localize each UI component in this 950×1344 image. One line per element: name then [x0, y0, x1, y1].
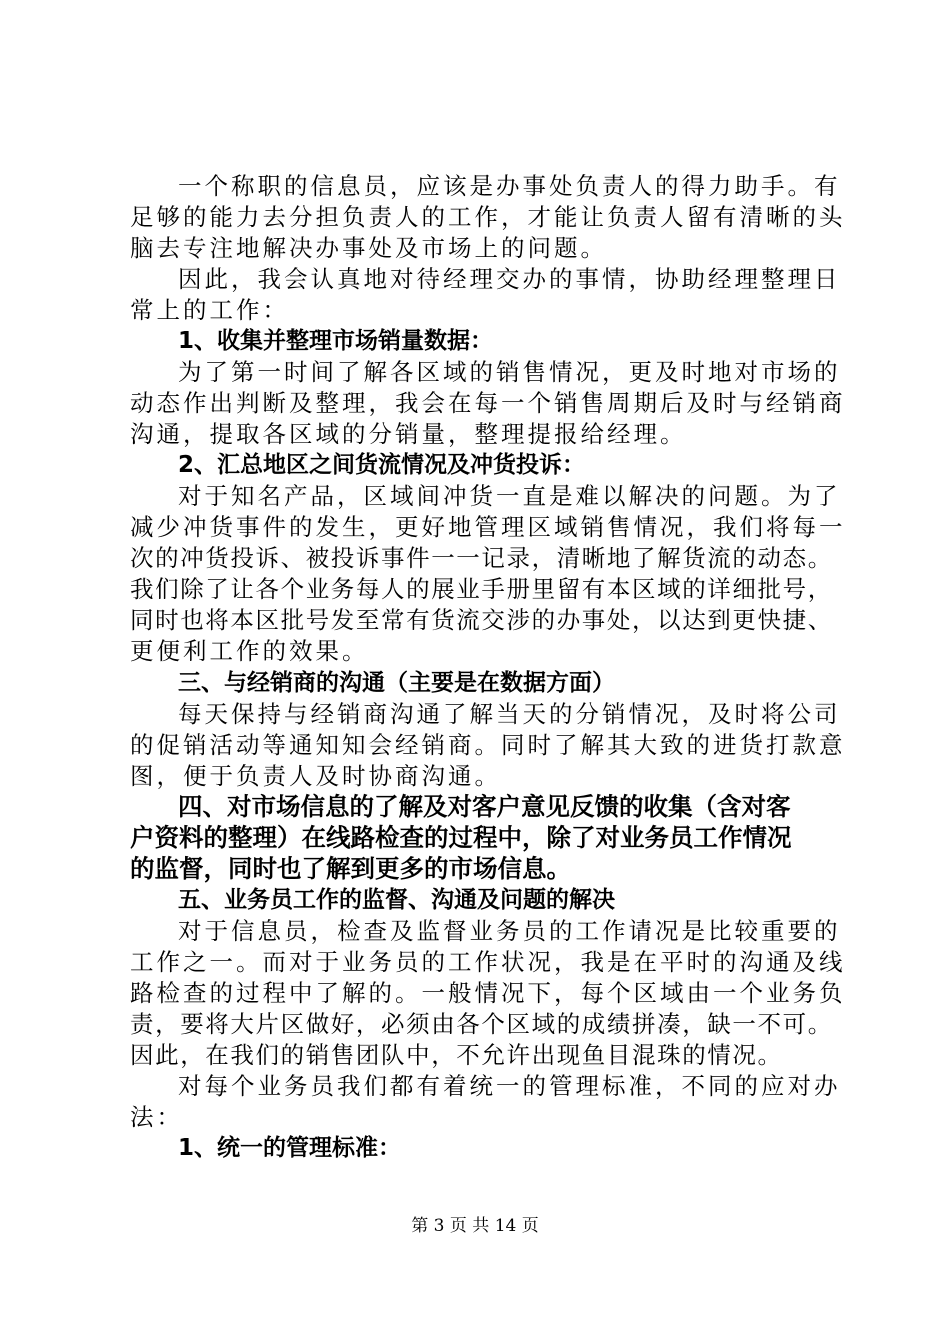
text-line: 次的冲货投诉、被投诉事件一一记录，清晰地了解货流的动态。: [130, 544, 833, 573]
text-line: 法：: [130, 1102, 183, 1131]
text-line: 沟通，提取各区域的分销量，整理提报给经理。: [130, 420, 687, 449]
text-line: 更便利工作的效果。: [130, 637, 369, 666]
section-heading: 三、与经销商的沟通（主要是在数据方面）: [178, 669, 615, 696]
text-line: 减少冲货事件的发生，更好地管理区域销售情况，我们将每一: [130, 513, 846, 542]
text-line: 每天保持与经销商沟通了解当天的分销情况，及时将公司: [178, 699, 841, 728]
text-line: 的促销活动等通知知会经销商。同时了解其大致的进货打款意: [130, 730, 846, 759]
text-line: 对每个业务员我们都有着统一的管理标准，不同的应对办: [178, 1071, 841, 1100]
text-line: 我们除了让各个业务每人的展业手册里留有本区域的详细批号，: [130, 575, 833, 604]
section-heading: 的监督，同时也了解到更多的市场信息。: [130, 853, 571, 883]
section-heading: 五、业务员工作的监督、沟通及问题的解决: [178, 886, 615, 913]
text-line: 路检查的过程中了解的。一般情况下，每个区域由一个业务负: [130, 978, 846, 1007]
text-line: 对于信息员，检查及监督业务员的工作请况是比较重要的: [178, 916, 841, 945]
section-heading: 户资料的整理）在线路检查的过程中，除了对业务员工作情况: [130, 822, 792, 852]
text-line: 因此，在我们的销售团队中，不允许出现鱼目混珠的情况。: [130, 1040, 783, 1069]
section-heading: 四、对市场信息的了解及对客户意见反馈的收集（含对客: [178, 791, 791, 821]
text-line: 为了第一时间了解各区域的销售情况，更及时地对市场的: [178, 358, 841, 387]
text-line: 责，要将大片区做好，必须由各个区域的成绩拼凑，缺一不可。: [130, 1009, 833, 1038]
text-line: 常上的工作：: [130, 296, 289, 325]
text-line: 一个称职的信息员，应该是办事处负责人的得力助手。有: [178, 172, 841, 200]
section-heading: 1、收集并整理市场销量数据：: [178, 328, 494, 355]
section-heading: 2、汇总地区之间货流情况及冲货投诉：: [178, 452, 586, 479]
text-line: 因此，我会认真地对待经理交办的事情，协助经理整理日: [178, 265, 841, 294]
text-line: 足够的能力去分担负责人的工作，才能让负责人留有清晰的头: [130, 203, 846, 232]
text-line: 同时也将本区批号发至常有货流交涉的办事处，以达到更快捷、: [130, 606, 833, 635]
text-line: 脑去专注地解决办事处及市场上的问题。: [130, 234, 607, 263]
text-line: 工作之一。而对于业务员的工作状况，我是在平时的沟通及线: [130, 947, 846, 976]
text-line: 对于知名产品，区域间冲货一直是难以解决的问题。为了: [178, 482, 841, 511]
text-line: 图，便于负责人及时协商沟通。: [130, 761, 501, 790]
page-number-footer: 第 3 页 共 14 页: [411, 1216, 539, 1236]
text-line: 动态作出判断及整理，我会在每一个销售周期后及时与经销商: [130, 389, 846, 418]
section-heading: 1、统一的管理标准：: [178, 1135, 402, 1161]
